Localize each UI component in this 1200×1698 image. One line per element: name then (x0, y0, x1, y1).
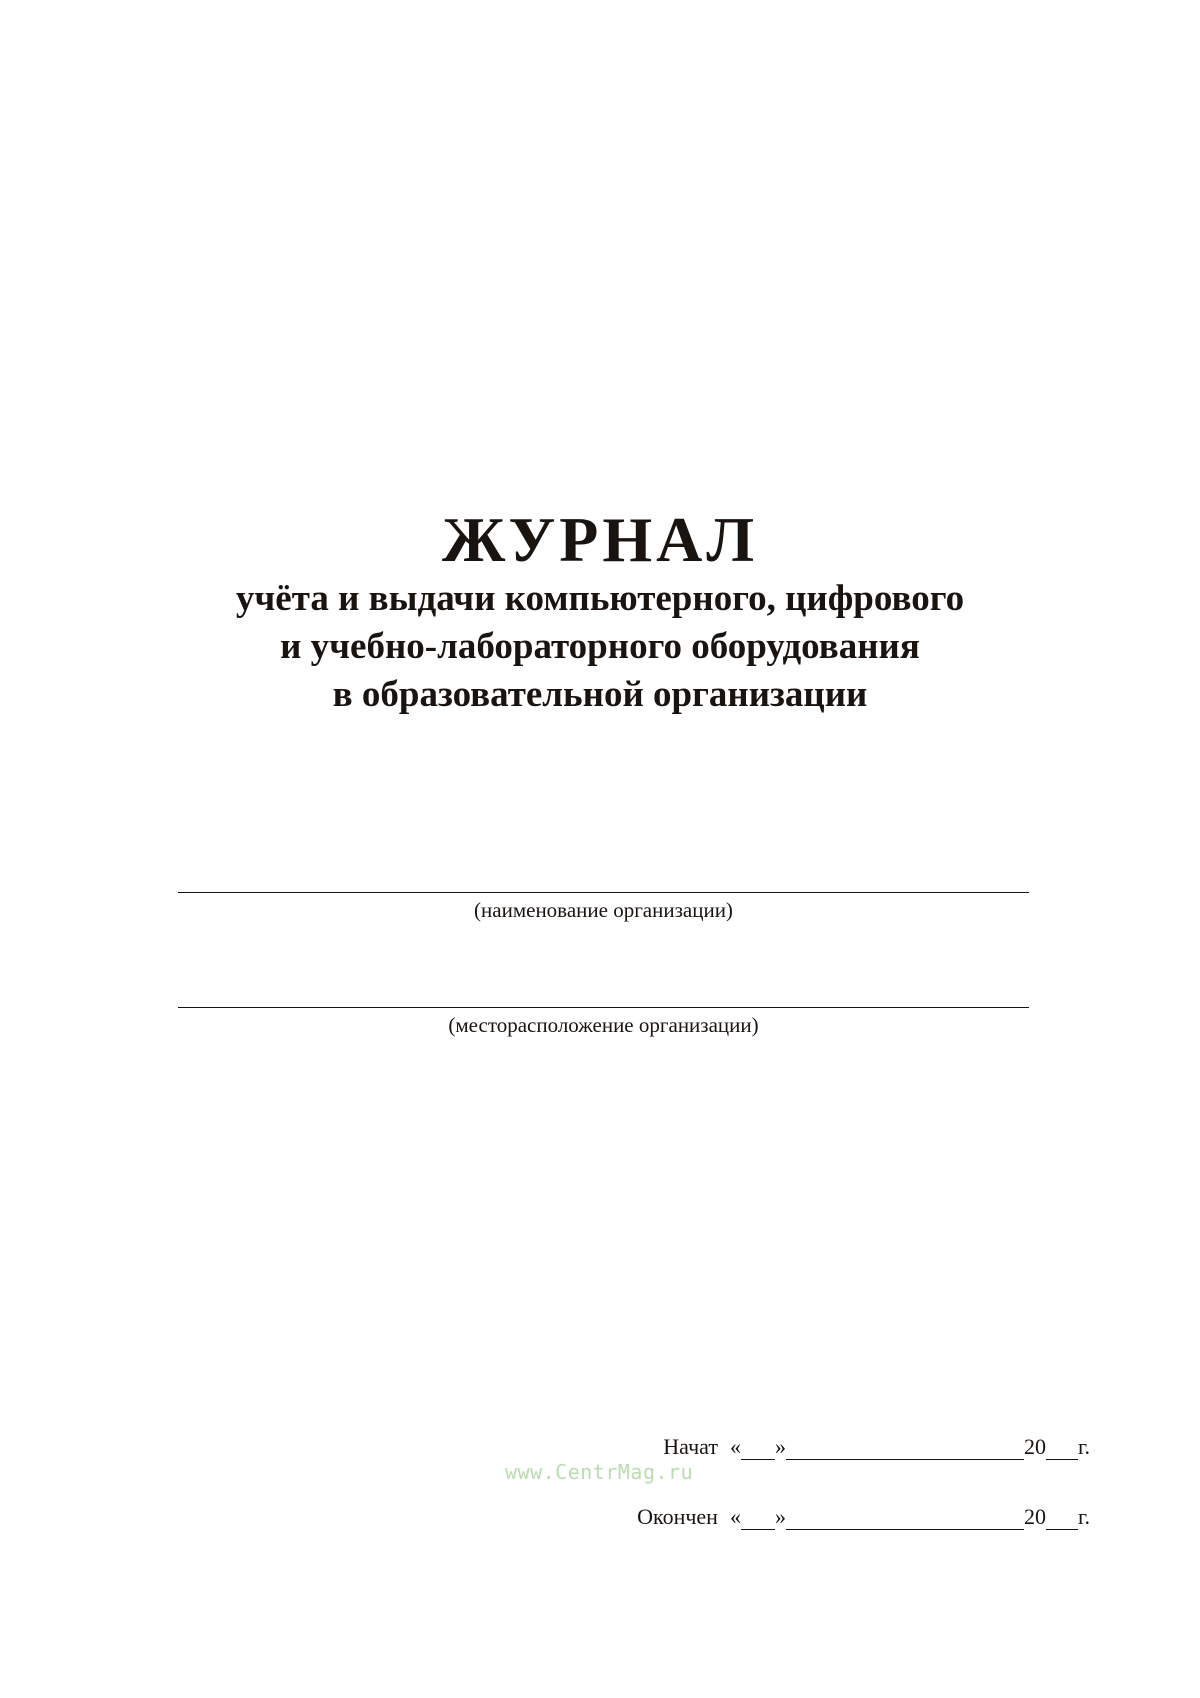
started-century: 20 (1023, 1434, 1046, 1459)
organization-name-field (178, 892, 1029, 923)
watermark-text: www.CentrMag.ru (505, 1460, 694, 1484)
journal-title: ЖУРНАЛ (441, 504, 759, 575)
organization-name-line (178, 892, 1029, 893)
finished-year-suffix: г. (1077, 1504, 1090, 1529)
finished-month-blank (786, 1509, 1024, 1530)
started-year-blank (1046, 1439, 1078, 1460)
finished-century: 20 (1023, 1504, 1046, 1529)
finished-year-blank (1046, 1509, 1078, 1530)
started-day-blank (741, 1439, 775, 1460)
journal-subtitle-line-1: учёта и выдачи компьютерного, цифрового (235, 578, 965, 619)
started-year-suffix: г. (1077, 1434, 1090, 1459)
started-label: Начат (663, 1434, 718, 1459)
close-quote: » (774, 1434, 786, 1459)
close-quote: » (774, 1504, 786, 1529)
finished-day-blank (741, 1509, 775, 1530)
finished-date-row (600, 1500, 1090, 1530)
started-month-blank (786, 1439, 1024, 1460)
organization-name-caption: (наименование организации) (474, 898, 733, 922)
organization-location-field (178, 1007, 1029, 1038)
journal-subtitle-line-3: в образовательной организации (332, 674, 868, 715)
open-quote: « (729, 1504, 741, 1529)
title-block (0, 505, 1200, 719)
started-date-row (600, 1430, 1090, 1460)
finished-label: Окончен (637, 1504, 718, 1529)
journal-subtitle-line-2: и учебно-лабораторного оборудования (280, 626, 920, 667)
open-quote: « (729, 1434, 741, 1459)
organization-location-line (178, 1007, 1029, 1008)
organization-location-caption: (месторасположение организации) (448, 1013, 759, 1037)
